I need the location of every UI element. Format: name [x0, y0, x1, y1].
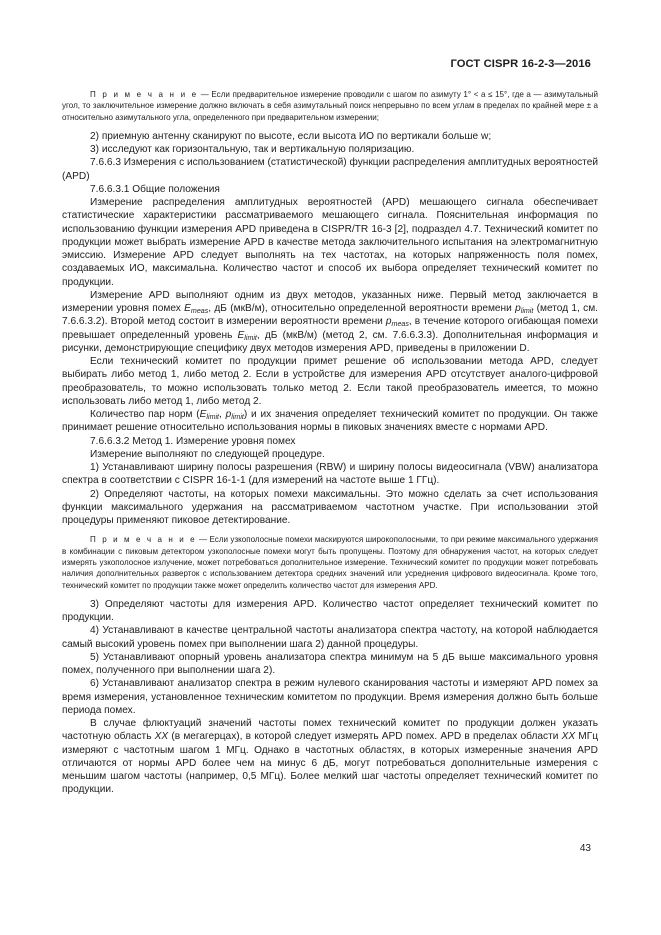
procedure-intro: Измерение выполняют по следующей процедуре.: [90, 448, 325, 460]
section-7-6-6-3-2-heading: 7.6.6.3.2 Метод 1. Измерение уровня помех: [90, 435, 296, 447]
step-2-height-scan: 2) приемную антенну сканируют по высоте, если высота ИО по вертикали больше w;: [90, 130, 492, 142]
method1-step-1: 1) Устанавливают ширину полосы разрешения (RBW) и ширину полосы видеосигнала (VBW) анализатора спектра в соответствии с CISPR 16-1-1 (для измерений на частоте выше 1 ГГц).: [62, 462, 598, 487]
converter-paragraph: Если технический комитет по продукции примет решение об использовании метода APD, следует выбирать либо метод 1, либо метод 2. Если в устройстве для измерения APD отсутствует аналого-цифровой преобразователь, то можно использовать только метод 2. Если такой преобразователь имеется, то можно использовать либо метод 1, либо метод 2.: [62, 356, 598, 407]
fluctuation-paragraph: В случае флюктуаций значений частоты помех технический комитет по продукции должен указать частотную область XX (в мегагерцах), в которой следует измерять APD помех. APD в пределах области XX МГц измеряют с частотным шагом 1 МГц. Однако в частотных областях, в которых измеренные значения APD отличаются от нормы APD более чем на минус 6 дБ, могут потребоваться дополнительные измерения с меньшим шагом частоты (например, 0,5 МГц). Более мелкий шаг частоты определяет технический комитет по продукции.: [62, 718, 598, 796]
symbol-e-meas: $E_{meas}$: [184, 303, 209, 315]
symbol-xx: XX: [561, 731, 576, 743]
symbol-p-meas: $p_{meas}$: [385, 316, 409, 329]
methods-paragraph: Измерение APD выполняют одним из двух методов, указанных ниже. Первый метод заключается в измерении уровня помех $E_{meas}$, дБ (мкВ/м), относительно определенной вероятности времени $p_{limit}$ (метод 1, см. 7.6.6.3.2). Второй метод состоит в измерении вероятности времени $p_{meas}$, в течение которого огибающая помехи превышает определенный уровень $E_{limit}$, дБ (мкВ/м) (метод 2, см. 7.6.6.3.3). Дополнительная информация и рисунки, демонстрирующие специфику двух методов измерения APD, приведены в приложении D.: [62, 289, 598, 354]
note-text: Если узкополосные помехи маскируются широкополосными, то при режиме максимального удержания в комбинации с пиковым детектором узкополосные помехи могут быть пропущены. Поэтому для обнаружения частот, на которых следует измерять узкополосное излучение, может потребоваться дополнительное измерение. Технический комитет по продукции может потребовать наличия дополнительных разверток с использованием детектора средних значений или усреднения цифрового видеосигнала. Кроме того, технический комитет по продукции также может определить количество частот для измерения APD.: [62, 535, 598, 590]
symbol-p-limit: $p_{limit}$: [515, 303, 534, 315]
method1-step-2: 2) Определяют частоты, на которых помехи максимальны. Это можно сделать за счет использования функции максимального удержания на рассматриваемом частотном участке. При использовании этой процедуры применяют пиковое детектирование.: [62, 488, 598, 527]
method1-step-3: 3) Определяют частоты для измерения APD. Количество частот определяет технический комитет по продукции.: [62, 598, 598, 624]
page-number: 43: [579, 843, 591, 854]
note-azimuth: [62, 89, 598, 123]
note-dash: —: [196, 535, 210, 545]
note-narrowband: [62, 534, 598, 590]
page-content: [62, 89, 598, 797]
note-dash: —: [198, 90, 212, 99]
symbol-e-limit-pair: $E_{limit}$: [199, 409, 220, 421]
symbol-e-limit: $E_{limit}$: [237, 329, 257, 342]
step-3-polarization: 3) исследуют как горизонтальную, так и вертикальную поляризацию.: [90, 144, 415, 156]
symbol-p-limit-pair: $p_{limit}$: [225, 409, 244, 421]
method1-step-5: 5) Устанавливают опорный уровень анализатора спектра минимум на 5 дБ выше максимального уровня помех, полученного при выполнении шага 2).: [62, 651, 598, 677]
note-text: Если предварительное измерение проводили с шагом по азимуту 1° < а ≤ 15°, где а — азимутальный угол, то заключительное измерение должно включать в себя азимутальный поиск непрерывно по всем углам в пределах по крайней мере ± а относительно азимутального угла, определенного при предварительном измерении;: [62, 90, 598, 122]
method1-step-6: 6) Устанавливают анализатор спектра в режим нулевого сканирования частоты и измеряют APD помех за время измерения, установленное техническим комитетом по продукции. Время измерения должно быть больше периода помех.: [62, 678, 598, 716]
symbol-xx: XX: [154, 731, 169, 743]
standard-header: ГОСТ CISPR 16-2-3—2016: [450, 58, 591, 70]
general-paragraph: Измерение распределения амплитудных вероятностей (APD) мешающего сигнала обеспечивает статистические характеристики рассматриваемого мешающего сигнала. Пояснительная информация по использованию функции измерения APD приведена в CISPR/TR 16-3 [2], подраздел 4.7. Технический комитет по продукции может выбрать измерение APD в качестве метода заключительного испытания на электромагнитную эмиссию. Измерение APD следует выполнять на тех частотах, на которых напряженность поля помех, создаваемых ИО, максимальна. Количество частот и способ их выбора определяет технический комитет по продукции.: [62, 197, 598, 288]
limit-pairs-paragraph: Количество пар норм ($E_{limit}$, $p_{limit}$) и их значения определяет технический комитет по продукции. Он также принимает решение относительно использования нормы в пиковых значениях вместе с нормами APD.: [62, 409, 598, 434]
note-label: П р и м е ч а н и е: [90, 535, 197, 545]
section-7-6-6-3-heading: 7.6.6.3 Измерения с использованием (статистической) функции распределения амплитудных вероятностей (APD): [62, 157, 598, 182]
note-label: П р и м е ч а н и е: [90, 90, 199, 99]
section-7-6-6-3-1-heading: 7.6.6.3.1 Общие положения: [90, 183, 220, 195]
method1-step-4: 4) Устанавливают в качестве центральной частоты анализатора спектра частоту, на которой наблюдается самый высокий уровень помех при выполнении шага 2) данной процедуры.: [62, 625, 598, 650]
